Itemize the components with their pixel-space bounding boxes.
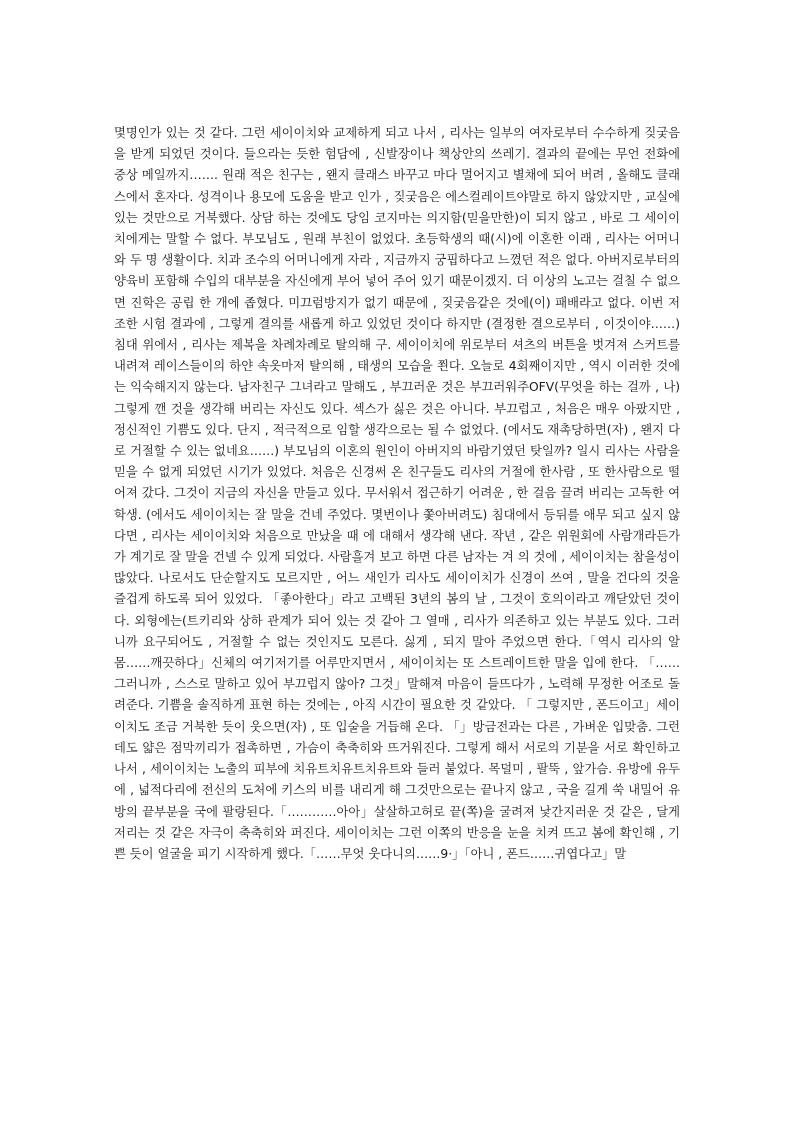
body-paragraph: 몇명인가 있는 것 같다. 그런 세이이치와 교제하게 되고 나서 , 리사는 일부의 여자로부터 수수하게 짖궂음을 받게 되었던 것이다. 들으라는 듯한 험담에 , 신발장이나 책상안의 쓰레기. 결과의 끝에는 무언 전화에 중상 메일까지……. 원래 적은 친구는 , 왠지 클래스 바꾸고 마다 멀어지고 별채에 되어 버려 , 올해도 클래스에서 혼자다. 성격이나 용모에 도움을 받고 인가 , 짖궂음은 에스컬레이트야말로 하지 않았지만 , 교실에 있는 것만으로 거북했다. 상담 하는 것에도 당임 코지마는 의지함(믿을만한)이 되지 않고 , 바로 그 세이이치에게는 말할 수 없다. 부모님도 , 원래 부친이 없었다. 초등학생의 때(시)에 이혼한 이래 , 리사는 어머니와 두 명 생활이다. 치과 조수의 어머니에게 자라 , 지금까지 궁핍하다고 느꼈던 적은 없다. 아버지로부터의 양육비 포함해 수입의 대부분을 자신에게 부어 넣어 주어 있기 때문이겠지. 더 이상의 노고는 걸칠 수 없으면 진학은 공립 한 개에 좁혔다. 미끄럼방지가 없기 때문에 , 짖궂음같은 것에(이) 패배라고 없다. 이번 저조한 시험 결과에 , 그렇게 결의를 새롭게 하고 있었던 것이다 하지만 (결정한 결으로부터 , 이것이야……) 침대 위에서 , 리사는 제복을 차례차례로 탈의해 구. 세이이치에 위로부터 셔츠의 버튼을 벗겨져 스커트를 내려져 레이스들이의 하얀 속옷마저 탈의해 , 태생의 모습을 쬔다. 오늘로 4회째이지만 , 역시 이러한 것에는 익숙해지지 않는다. 남자친구 그녀라고 말해도 , 부끄러운 것은 부끄러워주OFV(무엇을 하는 걸까 , 나) 그렇게 깬 것을 생각해 버리는 자신도 있다. 섹스가 싫은 것은 아니다. 부끄럽고 , 처음은 매우 아팠지만 , 정신적인 기쁨도 있다. 단지 , 적극적으로 임할 생각으로는 될 수 없었다. (에서도 재촉당하면(자) , 왠지 다로 거절할 수 있는 없네요……) 부모님의 이혼의 원인이 아버지의 바람기였던 탓일까? 일시 리사는 사람을 믿을 수 없게 되었던 시기가 있었다. 처음은 신경써 온 친구들도 리사의 거절에 한사람 , 또 한사람으로 떨어져 갔다. 그것이 지금의 자신을 만들고 있다. 무서워서 접근하기 어려운 , 한 걸음 끌려 버리는 고독한 여학생. (에서도 세이이치는 잘 말을 건네 주었다. 몇번이나 쫓아버려도) 침대에서 등뒤를 애무 되고 싶지 않다면 , 리사는 세이이치와 처음으로 만났을 때 에 대해서 생각해 낸다. 작년 , 같은 위원회에 사람개라든가가 계기로 잘 말을 건넬 수 있게 되었다. 사람흘겨 보고 하면 다른 남자는 겨 의 것에 , 세이이치는 참을성이 많았다. 나로서도 단순할지도 모르지만 , 어느 새인가 리사도 세이이치가 신경이 쓰여 , 말을 건다의 것을 즐겁게 하도록 되어 있었다. 「좋아한다」라고 고백된 3년의 봄의 날 , 그것이 호의이라고 깨닫았던 것이다. 외형에는(트키리와 상하 관계가 되어 있는 것 같아 그 열매 , 리사가 의존하고 있는 부분도 있다. 그러니까 요구되어도 , 거절할 수 없는 것인지도 모른다. 싫게 , 되지 말아 주었으면 한다.「역시 리사의 알몸……깨끗하다」신체의 여기저기를 어루만지면서 , 세이이치는 또 스트레이트한 말을 입에 한다. 「……그러니까 , 스스로 말하고 있어 부끄럽지 않아? 그것」말해져 마음이 들뜨다가 , 노력해 무정한 어조로 돌려준다. 기쁨을 솔직하게 표현 하는 것에는 , 아직 시간이 필요한 것 같았다. 「 그렇지만 , 폰드이고」세이이치도 조금 거북한 듯이 웃으면(자) , 또 입술을 거듭해 온다. 「」방금전과는 다른 , 가벼운 입맞춤. 그런데도 얇은 점막끼리가 접촉하면 , 가슴이 축축히와 뜨거워진다. 그렇게 해서 서로의 기분을 서로 확인하고 나서 , 세이이치는 노출의 피부에 치유트치유트치유트와 들러 붙었다. 목덜미 , 팔뚝 , 앞가슴. 유방에 유두에 , 넓적다리에 전신의 도처에 키스의 비를 내리게 해 그것만으로는 끝나지 않고 , 국을 길게 쑥 내밀어 유방의 끝부분을 국에 팔랑된다.「…………아아」살살하고허로 끝(쪽)을 굴려져 낯간지러운 것 같은 , 달게 저리는 것 같은 자극이 축축히와 퍼진다. 세이이치는 그런 이쪽의 반응을 눈을 치켜 뜨고 봄에 확인해 , 기쁜 듯이 얼굴을 피기 시작하게 했다.「……무엇 웃다니의……9·」「아니 , 폰드……귀엽다고」말 [114,126,680,861]
